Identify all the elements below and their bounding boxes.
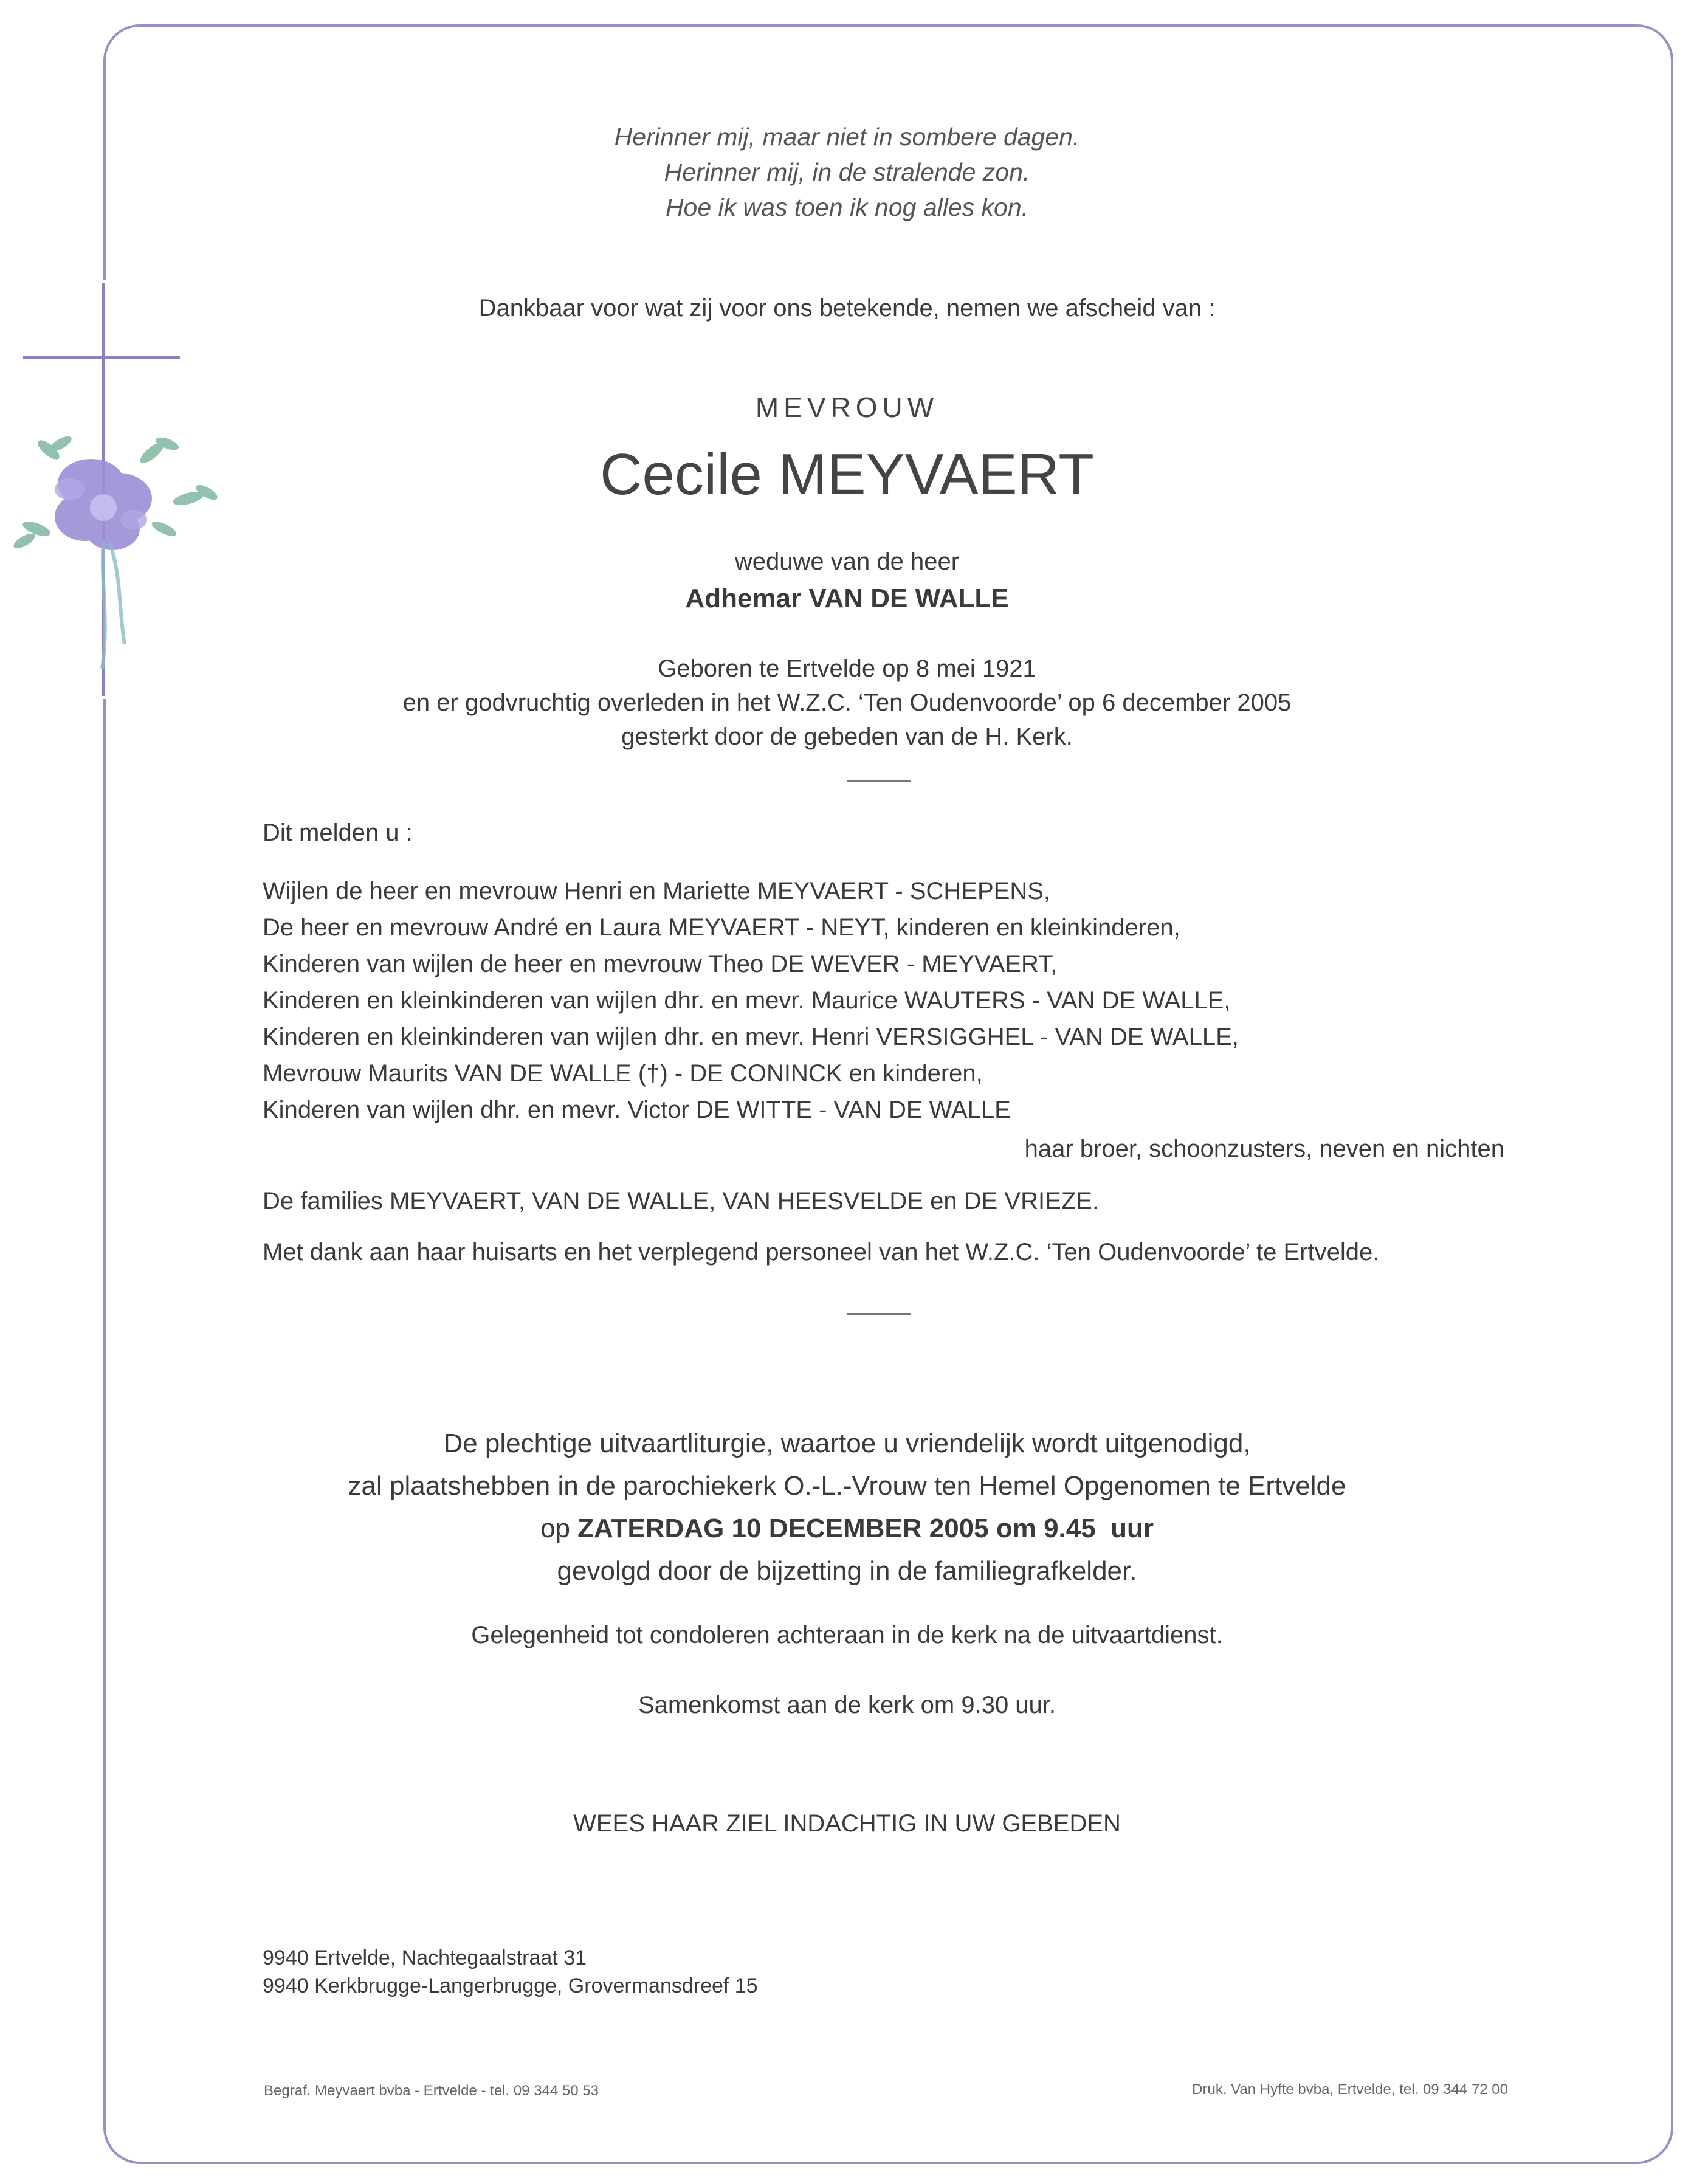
thanks-line: Met dank aan haar huisarts en het verplegend personeel van het W.Z.C. ‘Ten Oudenvoorde’ te Ertvelde. xyxy=(263,1239,1380,1266)
funeral-line: De plechtige uitvaartliturgie, waartoe u vriendelijk wordt uitgenodigd, xyxy=(443,1428,1251,1458)
prayer-line: WEES HAAR ZIEL INDACHTIG IN UW GEBEDEN xyxy=(573,1810,1121,1837)
address-line: 9940 Kerkbrugge-Langerbrugge, Grovermansdreef 15 xyxy=(263,1974,758,1997)
funeral-date: ZATERDAG 10 DECEMBER 2005 om 9.45 uur xyxy=(577,1514,1154,1543)
divider xyxy=(847,1313,911,1315)
families-line: De families MEYVAERT, VAN DE WALLE, VAN HEESVELDE en DE VRIEZE. xyxy=(263,1188,1099,1214)
death-line: en er godvruchtig overleden in het W.Z.C. ‘Ten Oudenvoorde’ op 6 december 2005 xyxy=(402,689,1292,716)
birth-death-block xyxy=(0,652,1694,754)
family-line: Kinderen en kleinkinderen van wijlen dhr. en mevr. Maurice WAUTERS - VAN DE WALLE, xyxy=(263,987,1231,1014)
addresses xyxy=(263,1944,758,2000)
widow-line: weduwe van de heer xyxy=(734,548,960,575)
sacrament-line: gesterkt door de gebeden van de H. Kerk. xyxy=(621,723,1073,750)
birth-line: Geboren te Ertvelde op 8 mei 1921 xyxy=(658,655,1036,682)
condolence-line: Gelegenheid tot condoleren achteraan in de kerk na de uitvaartdienst. xyxy=(471,1622,1223,1648)
funeral-line: zal plaatshebben in de parochiekerk O.-L.-Vrouw ten Hemel Opgenomen te Ertvelde xyxy=(348,1471,1346,1501)
deceased-name: Cecile MEYVAERT xyxy=(600,442,1094,507)
family-line: De heer en mevrouw André en Laura MEYVAERT - NEYT, kinderen en kleinkinderen, xyxy=(263,914,1180,941)
funeral-date-prefix: op xyxy=(540,1514,570,1543)
family-summary: haar broer, schoonzusters, neven en nichten xyxy=(1024,1135,1504,1162)
family-line: Kinderen van wijlen dhr. en mevr. Victor DE WITTE - VAN DE WALLE xyxy=(263,1097,1011,1123)
family-line: Kinderen en kleinkinderen van wijlen dhr. en mevr. Henri VERSIGGHEL - VAN DE WALLE, xyxy=(263,1024,1239,1050)
gathering-line: Samenkomst aan de kerk om 9.30 uur. xyxy=(638,1692,1056,1718)
spouse-name: Adhemar VAN DE WALLE xyxy=(685,584,1009,613)
intro-text: Dankbaar voor wat zij voor ons betekende, nemen we afscheid van : xyxy=(478,295,1216,322)
footer-left: Begraf. Meyvaert bvba - Ertvelde - tel. 09 344 50 53 xyxy=(264,2082,599,2099)
family-line: Wijlen de heer en mevrouw Henri en Mariette MEYVAERT - SCHEPENS, xyxy=(263,878,1051,904)
family-list xyxy=(263,873,1239,1128)
divider xyxy=(847,780,911,782)
family-line: Mevrouw Maurits VAN DE WALLE (†) - DE CONINCK en kinderen, xyxy=(263,1060,983,1087)
family-line: Kinderen van wijlen de heer en mevrouw Theo DE WEVER - MEYVAERT, xyxy=(263,951,1058,977)
address-line: 9940 Ertvelde, Nachtegaalstraat 31 xyxy=(263,1946,587,1969)
poem-line: Herinner mij, in de stralende zon. xyxy=(664,158,1030,186)
funeral-date-line xyxy=(0,1507,1694,1550)
cross-horizontal-bar xyxy=(23,356,180,359)
poem xyxy=(0,119,1694,225)
funeral-line: gevolgd door de bijzetting in de familiegrafkelder. xyxy=(557,1556,1137,1586)
honorific: MEVROUW xyxy=(755,391,939,423)
poem-line: Hoe ik was toen ik nog alles kon. xyxy=(665,193,1029,221)
announce-label: Dit melden u : xyxy=(263,819,413,846)
footer-right: Druk. Van Hyfte bvba, Ertvelde, tel. 09 344 72 00 xyxy=(1192,2081,1508,2098)
poem-line: Herinner mij, maar niet in sombere dagen. xyxy=(614,123,1080,151)
funeral-block xyxy=(0,1422,1694,1593)
